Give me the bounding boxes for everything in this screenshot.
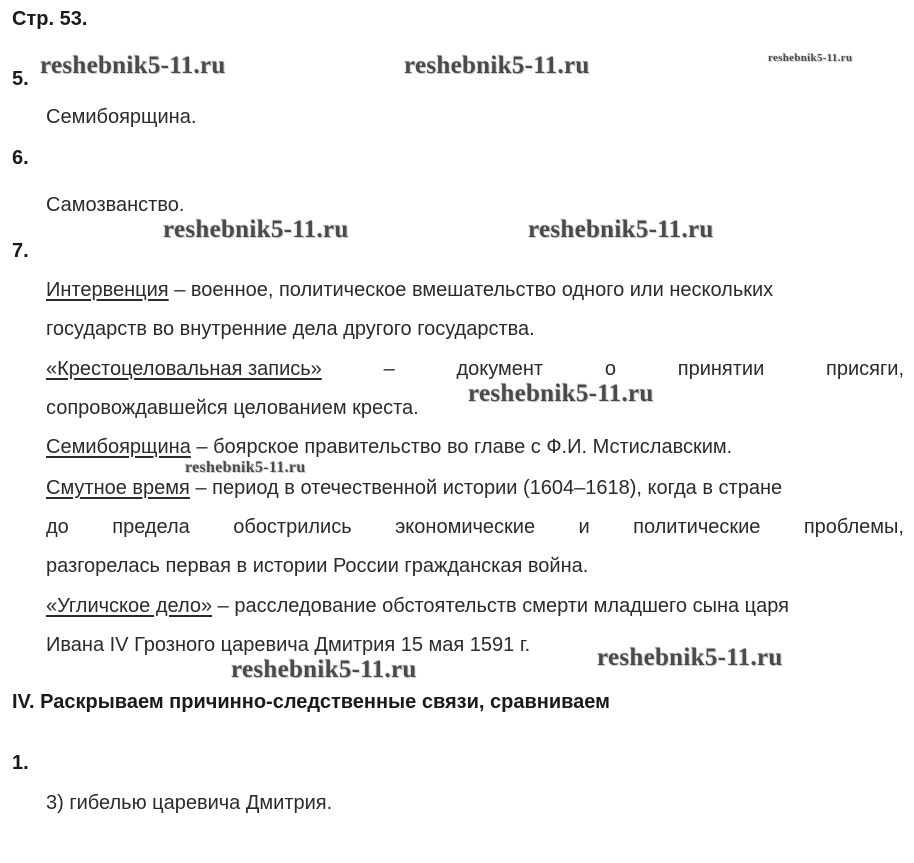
watermark: reshebnik5-11.ru	[40, 52, 226, 79]
answer-6: Самозванство.	[46, 194, 185, 216]
term-oath-record: «Крестоцеловальная запись»	[46, 358, 322, 380]
watermark: reshebnik5-11.ru	[528, 216, 714, 243]
watermark: reshebnik5-11.ru	[597, 644, 783, 671]
section-heading-iv: IV. Раскрываем причинно-следственные связи, сравниваем	[12, 691, 610, 713]
watermark: reshebnik5-11.ru	[185, 459, 306, 476]
question-number-1: 1.	[12, 752, 29, 774]
answer-1: 3) гибелью царевича Дмитрия.	[46, 792, 333, 814]
watermark: reshebnik5-11.ru	[163, 216, 349, 243]
definition-intervention-line-1: Интервенция – военное, политическое вмешательство одного или нескольких	[46, 279, 774, 301]
definition-uglich-case-line-1: «Угличское дело» – расследование обстоятельств смерти младшего сына царя	[46, 595, 789, 617]
term-uglich-case: «Угличское дело»	[46, 595, 213, 617]
term-intervention: Интервенция	[46, 279, 169, 301]
question-number-7: 7.	[12, 240, 29, 262]
question-number-6: 6.	[12, 147, 29, 169]
definition-time-of-troubles-line-3: разгорелась первая в истории России гражданская война.	[46, 555, 589, 577]
term-time-of-troubles: Смутное время	[46, 477, 190, 499]
definition-oath-record-line-2: сопровождавшейся целованием креста.	[46, 397, 419, 419]
page-title: Стр. 53.	[12, 8, 88, 30]
definition-time-of-troubles-line-2: до предела обострились экономические и политические проблемы,	[46, 516, 904, 538]
term-seven-boyars: Семибоярщина	[46, 436, 191, 458]
watermark: reshebnik5-11.ru	[768, 52, 853, 64]
answer-5: Семибоярщина.	[46, 106, 197, 128]
question-number-5: 5.	[12, 68, 29, 90]
definition-time-of-troubles-line-1: Смутное время – период в отечественной истории (1604–1618), когда в стране	[46, 477, 783, 499]
definition-oath-record-line-1: «Крестоцеловальная запись» – документ о принятии присяги,	[46, 358, 904, 380]
watermark: reshebnik5-11.ru	[404, 52, 590, 79]
definition-seven-boyars: Семибоярщина – боярское правительство во главе с Ф.И. Мстиславским.	[46, 436, 733, 458]
definition-intervention-line-2: государств во внутренние дела другого государства.	[46, 318, 535, 340]
definition-uglich-case-line-2: Ивана IV Грозного царевича Дмитрия 15 мая 1591 г.	[46, 634, 531, 656]
watermark: reshebnik5-11.ru	[468, 380, 654, 407]
watermark: reshebnik5-11.ru	[231, 656, 417, 683]
